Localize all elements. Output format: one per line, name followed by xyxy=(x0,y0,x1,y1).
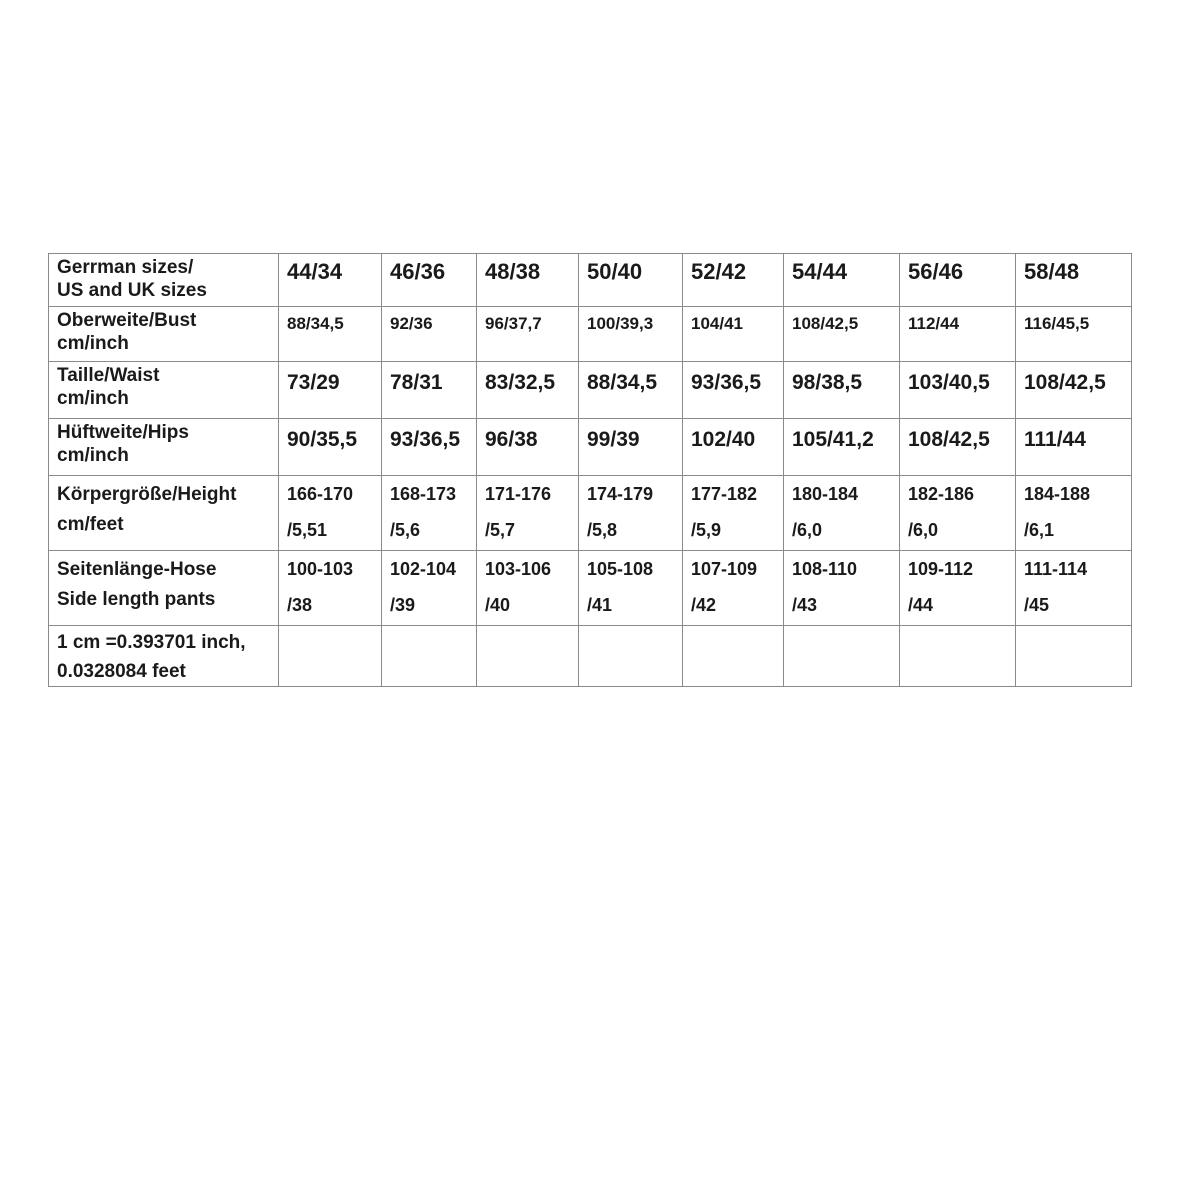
waist-cell: 108/42,5 xyxy=(1016,362,1132,419)
height-cm: 166-170 xyxy=(287,484,354,504)
row-label-line2: cm/feet xyxy=(57,514,124,535)
row-label-line1: Taille/Waist xyxy=(57,365,160,386)
row-label-line1: Oberweite/Bust xyxy=(57,310,197,331)
waist-cell: 88/34,5 xyxy=(579,362,683,419)
bust-cell: 100/39,3 xyxy=(579,307,683,362)
height-cm: 171-176 xyxy=(485,484,552,504)
height-cell xyxy=(683,476,784,551)
row-label-line2: cm/inch xyxy=(57,445,129,466)
height-feet: /5,9 xyxy=(691,520,722,540)
height-cm: 177-182 xyxy=(691,484,758,504)
side-length-cell xyxy=(382,551,477,626)
hips-cell: 111/44 xyxy=(1016,419,1132,476)
row-label-waist xyxy=(49,362,279,419)
bust-cell: 108/42,5 xyxy=(784,307,900,362)
height-cell xyxy=(900,476,1016,551)
height-cell xyxy=(579,476,683,551)
row-label-line2: Side length pants xyxy=(57,589,216,610)
conversion-note xyxy=(49,626,279,687)
side-length-cell xyxy=(1016,551,1132,626)
size-cell: 48/38 xyxy=(477,254,579,307)
hips-cell: 102/40 xyxy=(683,419,784,476)
side-length-cm: 103-106 xyxy=(485,559,552,579)
height-feet: /6,1 xyxy=(1024,520,1055,540)
bust-cell: 116/45,5 xyxy=(1016,307,1132,362)
side-length-inch: /44 xyxy=(908,595,934,615)
row-label-hips xyxy=(49,419,279,476)
bust-cell: 92/36 xyxy=(382,307,477,362)
empty-cell xyxy=(579,626,683,687)
row-label-line2: US and UK sizes xyxy=(57,280,207,301)
table-row-hips xyxy=(49,419,1132,476)
empty-cell xyxy=(477,626,579,687)
side-length-cell xyxy=(477,551,579,626)
hips-cell: 108/42,5 xyxy=(900,419,1016,476)
row-label-height xyxy=(49,476,279,551)
row-label-line1: Gerrman sizes/ xyxy=(57,257,194,278)
table-row-conversion xyxy=(49,626,1132,687)
empty-cell xyxy=(1016,626,1132,687)
hips-cell: 105/41,2 xyxy=(784,419,900,476)
height-cm: 180-184 xyxy=(792,484,859,504)
hips-cell: 90/35,5 xyxy=(279,419,382,476)
row-label-bust xyxy=(49,307,279,362)
side-length-cm: 100-103 xyxy=(287,559,354,579)
side-length-cm: 109-112 xyxy=(908,559,974,579)
size-cell: 58/48 xyxy=(1016,254,1132,307)
height-cell xyxy=(477,476,579,551)
side-length-cm: 102-104 xyxy=(390,559,457,579)
waist-cell: 83/32,5 xyxy=(477,362,579,419)
bust-cell: 96/37,7 xyxy=(477,307,579,362)
row-label-line1: Körpergröße/Height xyxy=(57,484,237,505)
side-length-cm: 108-110 xyxy=(792,559,858,579)
waist-cell: 98/38,5 xyxy=(784,362,900,419)
size-cell: 54/44 xyxy=(784,254,900,307)
bust-cell: 104/41 xyxy=(683,307,784,362)
waist-cell: 78/31 xyxy=(382,362,477,419)
table-row-waist xyxy=(49,362,1132,419)
table-row-bust xyxy=(49,307,1132,362)
side-length-cell xyxy=(279,551,382,626)
height-feet: /5,6 xyxy=(390,520,421,540)
size-cell: 56/46 xyxy=(900,254,1016,307)
bust-cell: 88/34,5 xyxy=(279,307,382,362)
height-cm: 184-188 xyxy=(1024,484,1091,504)
waist-cell: 73/29 xyxy=(279,362,382,419)
size-cell: 44/34 xyxy=(279,254,382,307)
size-cell: 52/42 xyxy=(683,254,784,307)
bust-cell: 112/44 xyxy=(900,307,1016,362)
row-label-line1: Seitenlänge-Hose xyxy=(57,559,217,580)
row-label-line1: Hüftweite/Hips xyxy=(57,422,189,443)
height-feet: /5,8 xyxy=(587,520,618,540)
row-label-line2: cm/inch xyxy=(57,333,129,354)
row-label-sizes xyxy=(49,254,279,307)
height-cell xyxy=(279,476,382,551)
size-cell: 46/36 xyxy=(382,254,477,307)
side-length-cell xyxy=(900,551,1016,626)
height-feet: /6,0 xyxy=(908,520,939,540)
size-chart-table xyxy=(48,253,1132,687)
side-length-cm: 107-109 xyxy=(691,559,758,579)
row-label-line2: cm/inch xyxy=(57,388,129,409)
table-row-side-length xyxy=(49,551,1132,626)
empty-cell xyxy=(683,626,784,687)
side-length-cm: 111-114 xyxy=(1024,559,1088,579)
height-cell xyxy=(784,476,900,551)
side-length-inch: /40 xyxy=(485,595,511,615)
height-feet: /5,51 xyxy=(287,520,328,540)
height-cell xyxy=(1016,476,1132,551)
empty-cell xyxy=(382,626,477,687)
conversion-line2: 0.0328084 feet xyxy=(57,661,186,682)
height-cell xyxy=(382,476,477,551)
row-label-side-length xyxy=(49,551,279,626)
side-length-inch: /38 xyxy=(287,595,313,615)
height-feet: /5,7 xyxy=(485,520,516,540)
waist-cell: 93/36,5 xyxy=(683,362,784,419)
waist-cell: 103/40,5 xyxy=(900,362,1016,419)
conversion-line1: 1 cm =0.393701 inch, xyxy=(57,632,246,653)
height-cm: 174-179 xyxy=(587,484,654,504)
table-row-sizes xyxy=(49,254,1132,307)
table-row-height xyxy=(49,476,1132,551)
hips-cell: 99/39 xyxy=(579,419,683,476)
height-feet: /6,0 xyxy=(792,520,823,540)
height-cm: 168-173 xyxy=(390,484,457,504)
size-cell: 50/40 xyxy=(579,254,683,307)
height-cm: 182-186 xyxy=(908,484,975,504)
side-length-inch: /39 xyxy=(390,595,416,615)
side-length-inch: /42 xyxy=(691,595,717,615)
side-length-inch: /43 xyxy=(792,595,818,615)
hips-cell: 93/36,5 xyxy=(382,419,477,476)
empty-cell xyxy=(784,626,900,687)
empty-cell xyxy=(900,626,1016,687)
empty-cell xyxy=(279,626,382,687)
side-length-cell xyxy=(579,551,683,626)
side-length-cell xyxy=(683,551,784,626)
side-length-inch: /41 xyxy=(587,595,613,615)
side-length-inch: /45 xyxy=(1024,595,1050,615)
side-length-cm: 105-108 xyxy=(587,559,654,579)
side-length-cell xyxy=(784,551,900,626)
hips-cell: 96/38 xyxy=(477,419,579,476)
